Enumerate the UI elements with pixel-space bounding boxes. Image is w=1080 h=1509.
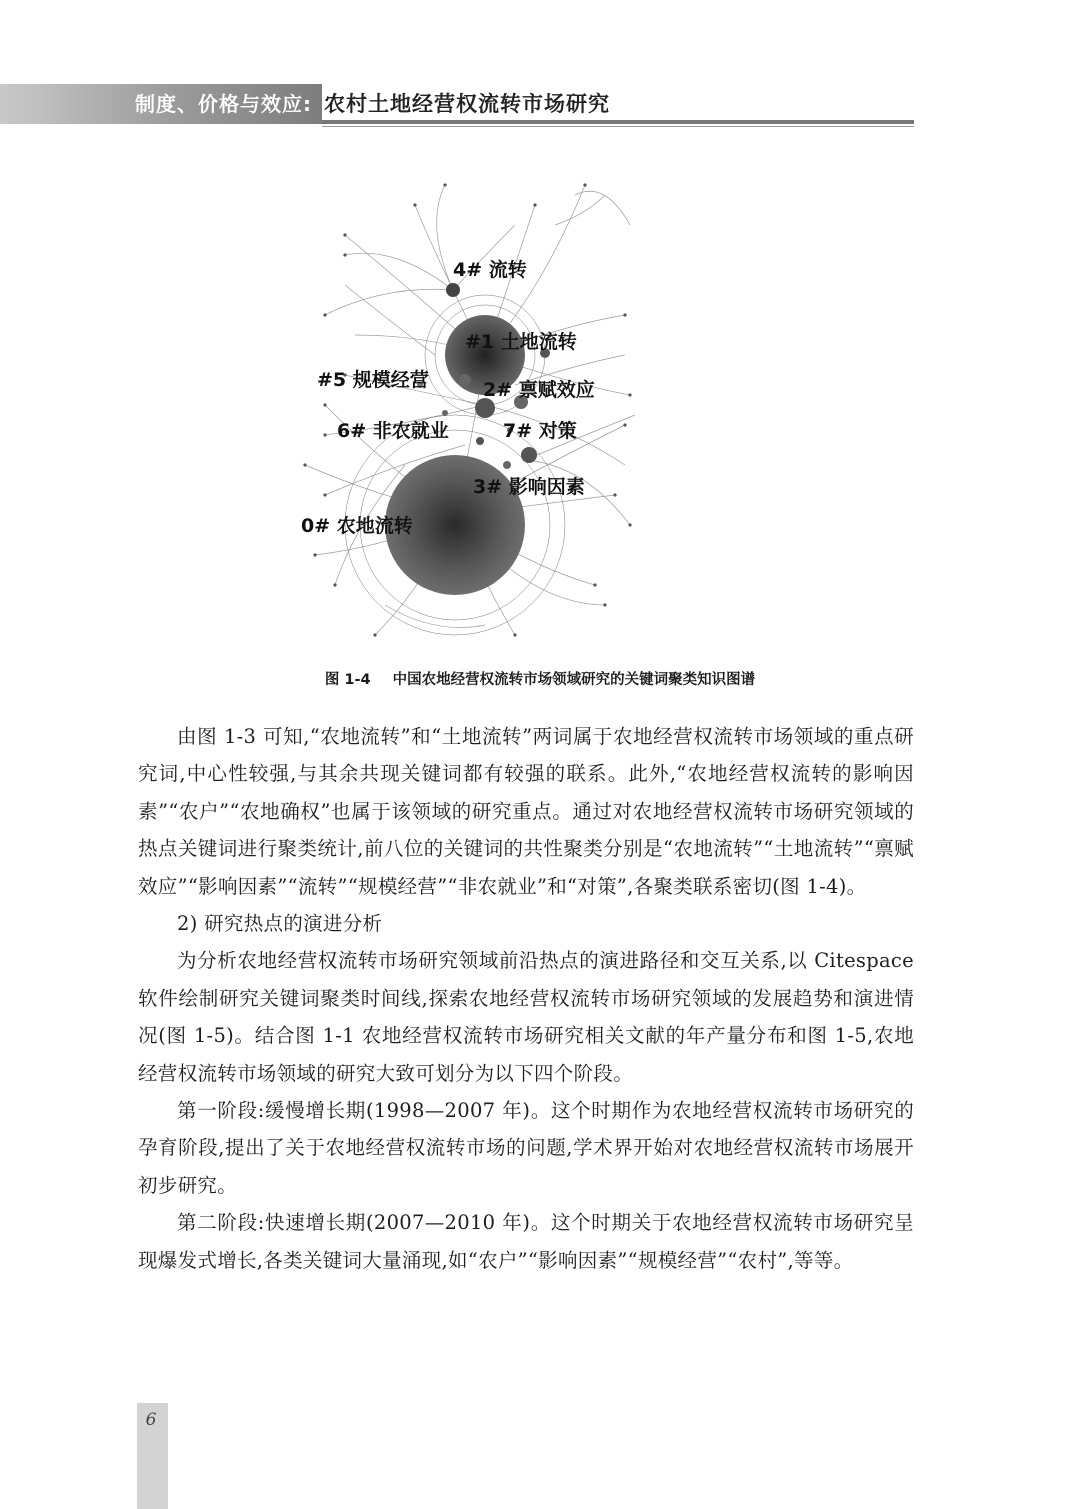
running-header-subtitle: 农村土地经营权流转市场研究 — [324, 92, 610, 116]
cluster-3-node — [521, 447, 537, 463]
cluster-label-1: #1 土地流转 — [465, 331, 577, 353]
figure-number: 图 1-4 — [324, 672, 371, 688]
cluster-label-7: 7# 对策 — [503, 420, 577, 442]
keyword-cluster-figure — [285, 165, 645, 650]
cluster-label-0: 0# 农地流转 — [301, 515, 413, 537]
cluster-map-graphic — [285, 165, 645, 650]
cluster-2-node — [475, 398, 495, 418]
page-number: 6 — [145, 1410, 157, 1430]
cluster-label-2: 2# 禀赋效应 — [483, 379, 595, 401]
body-text — [138, 718, 914, 1279]
paragraph: 为分析农地经营权流转市场研究领域前沿热点的演进路径和交互关系,以 Citespace 软件绘制研究关键词聚类时间线,探索农地经营权流转市场研究领域的发展趋势和演进情况(图 1-5)。结合图 1-1 农地经营权流转市场研究相关文献的年产量分布和图 1-5,农地经营权流转市场领域的研究大致可划分为以下四个阶段。 — [138, 949, 914, 1085]
figure-caption — [0, 668, 1080, 689]
cluster-label-6: 6# 非农就业 — [337, 420, 449, 442]
cluster-label-4: 4# 流转 — [453, 259, 527, 281]
cluster-label-3: 3# 影响因素 — [473, 476, 585, 498]
paragraph: 由图 1-3 可知,“农地流转”和“土地流转”两词属于农地经营权流转市场领域的重点研究词,中心性较强,与其余共现关键词都有较强的联系。此外,“农地经营权流转的影响因素”“农户”“农地确权”也属于该领域的研究重点。通过对农地经营权流转市场研究领域的热点关键词进行聚类统计,前八位的关键词的共性聚类分别是“农地流转”“土地流转”“禀赋效应”“影响因素”“流转”“规模经营”“非农就业”和“对策”,各聚类联系密切(图 1-4)。 — [138, 725, 914, 898]
running-header-book-title: 制度、价格与效应: — [135, 92, 312, 116]
paragraph: 第一阶段:缓慢增长期(1998—2007 年)。这个时期作为农地经营权流转市场研究的孕育阶段,提出了关于农地经营权流转市场的问题,学术界开始对农地经营权流转市场展开初步研究。 — [138, 1099, 914, 1197]
section-heading: 2) 研究热点的演进分析 — [177, 912, 383, 936]
header-rule-thin — [322, 126, 914, 127]
cluster-label-5: #5 规模经营 — [317, 369, 429, 391]
header-rule — [322, 120, 914, 124]
figure-caption-text: 中国农地经营权流转市场领域研究的关键词聚类知识图谱 — [392, 672, 756, 688]
paragraph: 第二阶段:快速增长期(2007—2010 年)。这个时期关于农地经营权流转市场研究呈现爆发式增长,各类关键词大量涌现,如“农户”“影响因素”“规模经营”“农村”,等等。 — [138, 1211, 914, 1272]
cluster-4-node — [446, 283, 460, 297]
